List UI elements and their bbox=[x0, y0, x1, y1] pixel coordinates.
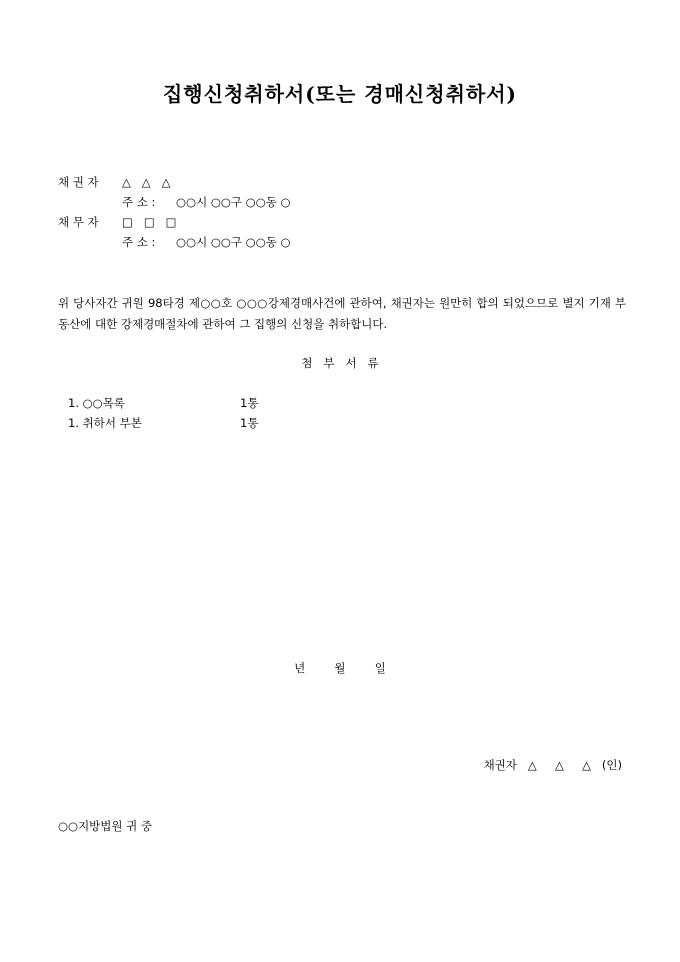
debtor-name: □ □ □ bbox=[122, 215, 177, 229]
creditor-label: 채 권 자 bbox=[58, 175, 99, 189]
attachment-item-name: 1. ○○목록 bbox=[68, 396, 125, 410]
attachments-heading: 첨 부 서 류 bbox=[301, 356, 379, 370]
creditor-name: △ △ △ bbox=[122, 175, 171, 189]
attachment-item-name: 1. 취하서 부본 bbox=[68, 416, 142, 430]
signature-line: 채권자 △ △ △ (인) bbox=[483, 758, 622, 772]
addressee: ○○지방법원 귀 중 bbox=[58, 819, 153, 833]
debtor-address: ○○시 ○○구 ○○동 ○ bbox=[176, 235, 291, 249]
creditor-address: ○○시 ○○구 ○○동 ○ bbox=[176, 195, 291, 209]
attachment-item-count: 1통 bbox=[240, 416, 259, 430]
body-paragraph: 위 당사자간 귀원 98타경 제○○호 ○○○강제경매사건에 관하여, 채권자는 원만히 합의 되었으므로 별지 기재 부동산에 대한 강제경매절차에 관하여 그 집행의 신청을 취하합니다. bbox=[58, 296, 626, 331]
date-line: 년 월 일 bbox=[294, 661, 386, 675]
debtor-label: 채 무 자 bbox=[58, 215, 99, 229]
creditor-address-label: 주 소 : bbox=[122, 195, 156, 209]
attachment-item-count: 1통 bbox=[240, 396, 259, 410]
debtor-address-label: 주 소 : bbox=[122, 235, 156, 249]
document-title: 집행신청취하서(또는 경매신청취하서) bbox=[162, 82, 517, 106]
